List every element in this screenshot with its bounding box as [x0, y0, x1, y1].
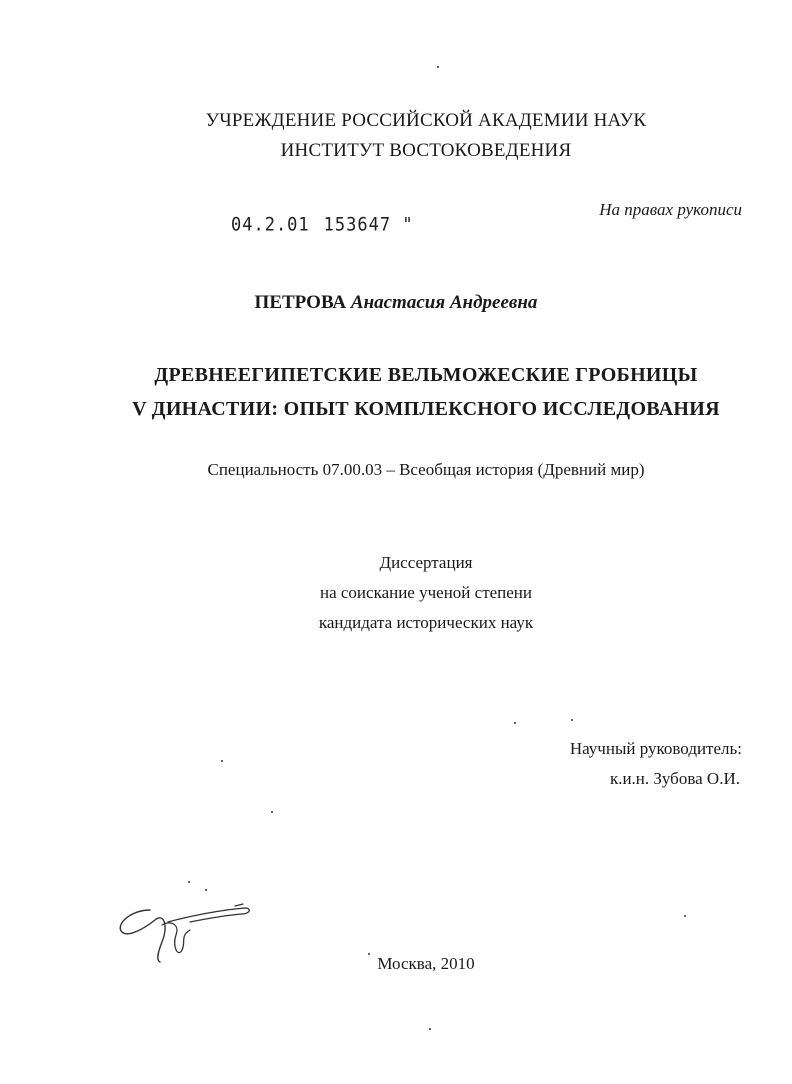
scan-speck	[571, 719, 573, 721]
scan-speck	[271, 811, 273, 813]
advisor-block	[482, 734, 742, 794]
institution-block	[0, 106, 792, 166]
author-given-names: Анастасия Андреевна	[350, 292, 538, 313]
degree-block	[0, 548, 792, 638]
advisor-label: Научный руководитель:	[569, 739, 742, 758]
dissertation-title	[0, 358, 792, 426]
title-line-2: V ДИНАСТИИ: ОПЫТ КОМПЛЕКСНОГО ИССЛЕДОВАНИЯ	[132, 398, 720, 420]
scan-speck	[205, 889, 207, 891]
specialty-line: Специальность 07.00.03 – Всеобщая история (Древний мир)	[207, 460, 645, 479]
scan-speck	[368, 953, 370, 955]
stamp-code: 04.2.01	[231, 214, 310, 236]
degree-line-3: кандидата исторических наук	[318, 613, 534, 632]
stamp-number: 153647	[323, 214, 392, 236]
stamp-mark: "	[402, 214, 414, 236]
author-name	[0, 292, 792, 314]
degree-line-2: на соискание ученой степени	[319, 583, 533, 602]
scan-speck	[221, 760, 223, 762]
scan-speck	[514, 722, 516, 724]
scan-speck	[429, 1028, 431, 1030]
author-surname: ПЕТРОВА	[254, 292, 347, 313]
advisor-name: к.и.н. Зубова О.И.	[609, 769, 740, 788]
scan-speck	[684, 915, 686, 917]
institution-line-1: УЧРЕЖДЕНИЕ РОССИЙСКОЙ АКАДЕМИИ НАУК	[205, 110, 647, 131]
degree-line-1: Диссертация	[379, 553, 473, 572]
title-line-1: ДРЕВНЕЕГИПЕТСКИЕ ВЕЛЬМОЖЕСКИЕ ГРОБНИЦЫ	[154, 364, 698, 386]
place-and-year: Москва, 2010	[377, 954, 475, 973]
institution-line-2: ИНСТИТУТ ВОСТОКОВЕДЕНИЯ	[280, 140, 572, 161]
library-stamp	[231, 214, 414, 236]
scan-speck	[437, 66, 439, 68]
scan-speck	[188, 881, 190, 883]
rights-note: На правах рукописи	[599, 200, 742, 219]
